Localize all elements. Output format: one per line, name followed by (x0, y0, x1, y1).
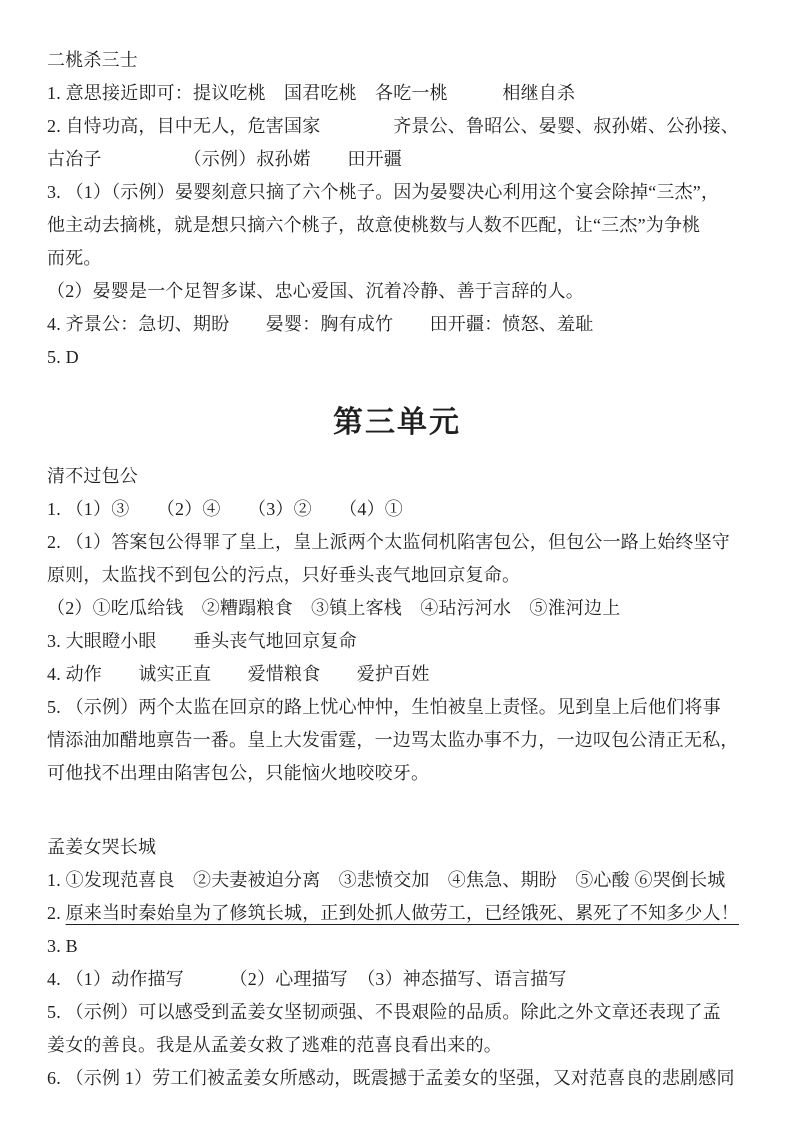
section-title: 清不过包公 (47, 466, 138, 486)
underlined-answer: 原来当时秦始皇为了修筑长城，正到处抓人做劳工，已经饿死、累死了不知多少人！ (65, 903, 740, 923)
section-title: 二桃杀三士 (47, 50, 138, 70)
answer-line: 他主动去摘桃，就是想只摘六个桃子，故意使桃数与人数不匹配，让“三杰”为争桃 (47, 215, 701, 235)
section-meng-jiang-nv-ku-chang-cheng (47, 831, 747, 1095)
answer-line: 古冶子 （示例）叔孙婼 田开疆 (47, 149, 402, 169)
answer-line: 1. 意思接近即可：提议吃桃 国君吃桃 各吃一桃 相继自杀 (47, 83, 576, 103)
answer-line: 可他找不出理由陷害包公，只能恼火地咬咬牙。 (47, 763, 430, 783)
section-title: 孟姜女哭长城 (47, 837, 157, 857)
unit-heading: 第三单元 (333, 406, 461, 439)
answer-line: 4. （1）动作描写 （2）心理描写 （3）神态描写、语言描写 (47, 969, 567, 989)
answer-line: 4. 动作 诚实正直 爱惜粮食 爱护百姓 (47, 664, 430, 684)
answer-line: 1. （1）③ （2）④ （3）② （4）① (47, 499, 403, 519)
answer-line: 2. 自恃功高，目中无人，危害国家 齐景公、鲁昭公、晏婴、叔孙婼、公孙接、 (47, 116, 739, 136)
answer-line: 姜女的善良。我是从孟姜女救了逃难的范喜良看出来的。 (47, 1035, 502, 1055)
answer-line: 2. （1）答案包公得罪了皇上，皇上派两个太监伺机陷害包公，但包公一路上始终坚守 (47, 532, 730, 552)
answer-line: 6. （示例 1）劳工们被孟姜女所感动，既震撼于孟姜女的坚强，又对范喜良的悲剧感同 (47, 1068, 735, 1088)
answer-line: （2）①吃瓜给钱 ②糟蹋粮食 ③镇上客栈 ④玷污河水 ⑤淮河边上 (47, 598, 621, 618)
answer-line: （2）晏婴是一个足智多谋、忠心爱国、沉着冷静、善于言辞的人。 (47, 281, 584, 301)
answer-number: 2. (47, 903, 66, 923)
answer-line: 1. ①发现范喜良 ②夫妻被迫分离 ③悲愤交加 ④焦急、期盼 ⑤心酸 ⑥哭倒长城 (47, 870, 726, 890)
answer-line (47, 897, 747, 930)
section-qing-bu-guo-bao-gong (47, 460, 747, 790)
answer-line: 3. B (47, 936, 78, 956)
answer-line: 而死。 (47, 248, 102, 268)
answer-line: 4. 齐景公：急切、期盼 晏婴：胸有成竹 田开疆：愤怒、羞耻 (47, 314, 594, 334)
answer-line: 5. （示例）可以感受到孟姜女坚韧顽强、不畏艰险的品质。除此之外文章还表现了孟 (47, 1002, 721, 1022)
section-er-tao-sha-san-shi (47, 44, 747, 374)
answer-line: 3. （1）（示例）晏婴刻意只摘了六个桃子。因为晏婴决心利用这个宴会除掉“三杰”， (47, 182, 720, 202)
answer-line: 3. 大眼瞪小眼 垂头丧气地回京复命 (47, 631, 357, 651)
answer-line: 原则，太监找不到包公的污点，只好垂头丧气地回京复命。 (47, 565, 521, 585)
answer-line: 5. D (47, 347, 79, 367)
answer-line: 情添油加醋地禀告一番。皇上大发雷霆，一边骂太监办事不力，一边叹包公清正无私， (47, 730, 739, 750)
answer-line: 5. （示例）两个太监在回京的路上忧心忡忡，生怕被皇上责怪。见到皇上后他们将事 (47, 697, 721, 717)
